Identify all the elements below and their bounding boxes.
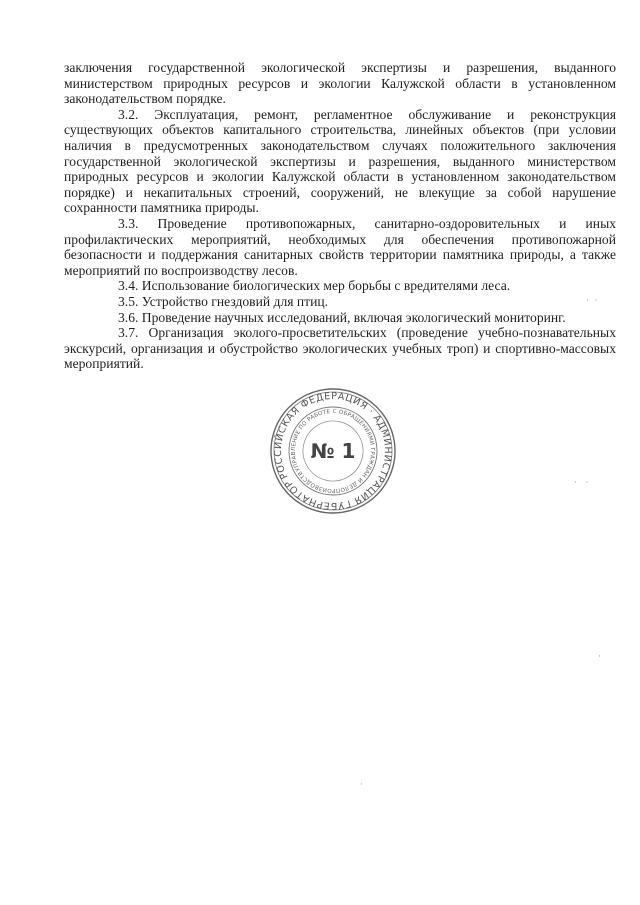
- official-seal: [268, 386, 398, 516]
- paragraph-3-3: 3.3. Проведение противопожарных, санитарно-оздоровительных и иных профилактических мероприятий, необходимых для обеспечения противопожарной безопасности и поддержания санитарных свойств территории памятника природы, а также мероприятий по воспроизводству лесов.: [64, 215, 616, 278]
- document-body: [64, 60, 616, 372]
- seal-outer-text: РОССИЙСКАЯ ФЕДЕРАЦИЯ · АДМИНИСТРАЦИЯ ГУБЕРНАТОРА: [272, 390, 394, 512]
- seal-number: № 1: [310, 439, 356, 463]
- paragraph-3-4: 3.4. Использование биологических мер борьбы с вредителями леса.: [118, 278, 511, 294]
- paragraph-3-6: 3.6. Проведение научных исследований, включая экологический мониторинг.: [118, 309, 566, 325]
- paragraph-3-5: 3.5. Устройство гнездовий для птиц.: [118, 293, 329, 309]
- seal-graphic: [268, 386, 398, 516]
- paragraph-3-2: 3.2. Эксплуатация, ремонт, регламентное обслуживание и реконструкция существующих объектов капитального строительства, линейных объектов (при условии наличия в предусмотренных законодательством случаях положительного заключения государственной экологической экспертизы и разрешения, выданного министерством природных ресурсов и экологии Калужской области в установленном законодательством порядке) и некапитальных строений, сооружений, не влекущие за собой нарушение сохранности памятника природы.: [64, 106, 616, 216]
- seal-inner-text: УПРАВЛЕНИЕ ПО РАБОТЕ С ОБРАЩЕНИЯМИ ГРАЖДАН И ДЕЛОПРОИЗВОДСТВА: [290, 408, 376, 494]
- paragraph-continuation: заключения государственной экологической экспертизы и разрешения, выданного министерством природных ресурсов и экологии Калужской области в установленном законодательством порядке.: [64, 60, 616, 107]
- scan-speck: · ·: [574, 478, 589, 488]
- scan-speck: · ·: [586, 296, 598, 306]
- scan-speck: ·: [598, 652, 601, 662]
- paragraph-3-7: 3.7. Организация эколого-просветительских (проведение учебно-познавательных экскурсий, организация и обустройство экологических учебных троп) и спортивно-массовых мероприятий.: [64, 325, 616, 372]
- scan-speck: ·: [360, 780, 363, 790]
